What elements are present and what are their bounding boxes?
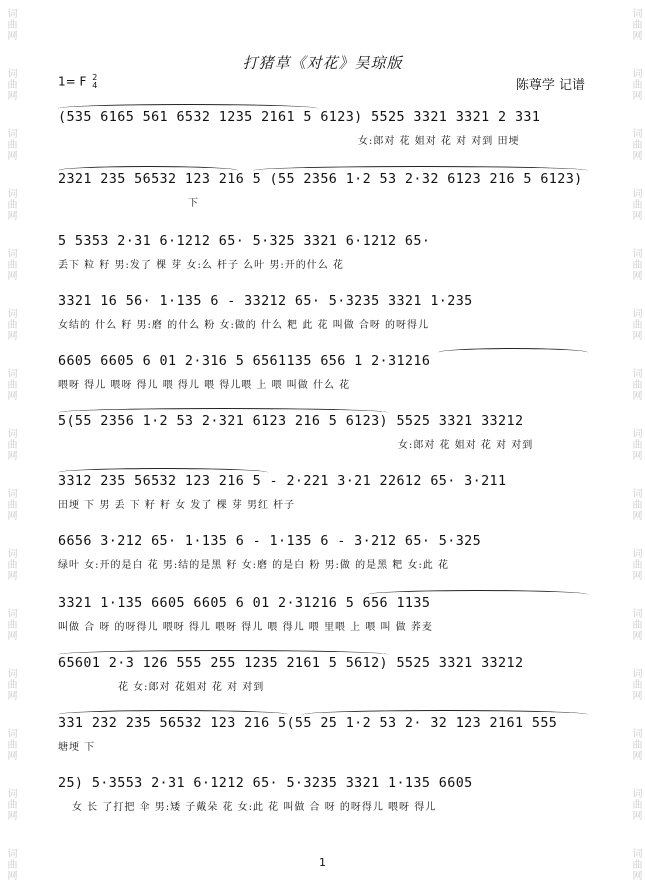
notation-line: (535 6165 561 6532 1235 2161 5 6123) 5525 3321 3321 2 331 xyxy=(58,110,541,125)
watermark-text: 词曲网 xyxy=(630,428,641,461)
notation-line: 6656 3·212 65· 1·135 6 - 1·135 6 - 3·212 65· 5·325 xyxy=(58,534,482,549)
notation-line: 331 232 235 56532 123 216 5(55 25 1·2 53 2· 32 123 2161 555 xyxy=(58,716,558,731)
notation-line: 6605 6605 6 01 2·316 5 6561135 656 1 2·31216 xyxy=(58,354,431,369)
watermark-text: 词曲网 xyxy=(630,368,641,401)
watermark-text: 词曲网 xyxy=(5,428,16,461)
watermark-text: 词曲网 xyxy=(5,188,16,221)
watermark-text: 词曲网 xyxy=(5,848,16,881)
notation-line: 65601 2·3 126 555 255 1235 2161 5 5612) 5525 3321 33212 xyxy=(58,656,524,671)
watermark-text: 词曲网 xyxy=(5,668,16,701)
lyric-line: 下 xyxy=(188,198,199,209)
watermark-text: 词曲网 xyxy=(5,128,16,161)
lyric-line: 塘埂 下 xyxy=(58,742,96,753)
time-signature-bottom: 4 xyxy=(92,81,98,90)
lyric-line: 女:郎对 花 姐对 花 对 对到 田埂 xyxy=(358,136,520,147)
score-row xyxy=(58,414,590,462)
watermark-text: 词曲网 xyxy=(630,68,641,101)
score-row xyxy=(58,110,590,158)
lyric-line: 丢下 粒 籽 男:发了 棵 芽 女:么 杆子 么叶 男:开的什么 花 xyxy=(58,260,344,271)
lyric-line: 女 长 了打把 伞 男:矮 子戴朵 花 女:此 花 叫做 合 呀 的呀得儿 喂呀 得儿 xyxy=(72,802,437,813)
notation-line: 5 5353 2·31 6·1212 65· 5·325 3321 6·1212 65· xyxy=(58,234,431,249)
watermark-text: 词曲网 xyxy=(630,848,641,881)
page-number: 1 xyxy=(319,856,326,869)
watermark-text: 词曲网 xyxy=(630,488,641,521)
watermark-text: 词曲网 xyxy=(630,548,641,581)
watermark-text: 词曲网 xyxy=(5,488,16,521)
score-row xyxy=(58,776,590,824)
watermark-text: 词曲网 xyxy=(5,68,16,101)
score-row xyxy=(58,354,590,402)
watermark-text: 词曲网 xyxy=(630,248,641,281)
notation-line: 3321 1·135 6605 6605 6 01 2·31216 5 656 1135 xyxy=(58,596,431,611)
watermark-text: 词曲网 xyxy=(5,8,16,41)
lyric-line: 绿叶 女:开的是白 花 男:结的是黑 籽 女:磨 的是白 粉 男:做 的是黑 粑 女:此 花 xyxy=(58,560,449,571)
watermark-text: 词曲网 xyxy=(5,788,16,821)
watermark-text: 词曲网 xyxy=(5,548,16,581)
watermark-text: 词曲网 xyxy=(630,608,641,641)
song-title: 打猪草《对花》吴琼版 xyxy=(242,54,403,72)
watermark-text: 词曲网 xyxy=(630,128,641,161)
lyric-line: 女:郎对 花 姐对 花 对 对到 xyxy=(398,440,534,451)
watermark-text: 词曲网 xyxy=(5,608,16,641)
notation-line: 5(55 2356 1·2 53 2·321 6123 216 5 6123) 5525 3321 33212 xyxy=(58,414,524,429)
lyric-line: 田埂 下 男 丢 下 籽 籽 女 发了 棵 芽 男红 杆子 xyxy=(58,500,296,511)
watermark-text: 词曲网 xyxy=(5,728,16,761)
score-row xyxy=(58,234,590,282)
lyric-line: 喂呀 得儿 喂呀 得儿 喂 得儿 喂 得儿喂 上 喂 叫做 什么 花 xyxy=(58,380,351,391)
watermark-text: 词曲网 xyxy=(5,368,16,401)
notation-line: 3321 16 56· 1·135 6 - 33212 65· 5·3235 3321 1·235 xyxy=(58,294,473,309)
key-label: 1= F xyxy=(58,74,87,89)
score-row xyxy=(58,656,590,704)
key-signature xyxy=(58,74,97,90)
score-row xyxy=(58,596,590,644)
lyric-line: 女结的 什么 籽 男:磨 的什么 粉 女:做的 什么 粑 此 花 叫做 合呀 的呀得儿 xyxy=(58,320,430,331)
notation-line: 2321 235 56532 123 216 5 (55 2356 1·2 53 2·32 6123 216 5 6123) xyxy=(58,172,583,187)
left-watermark-column xyxy=(0,0,22,891)
score-row xyxy=(58,474,590,522)
score-row xyxy=(58,294,590,342)
watermark-text: 词曲网 xyxy=(5,308,16,341)
notation-line: 25) 5·3553 2·31 6·1212 65· 5·3235 3321 1·135 6605 xyxy=(58,776,473,791)
score-row xyxy=(58,716,590,764)
watermark-text: 词曲网 xyxy=(630,8,641,41)
time-signature xyxy=(92,74,97,90)
lyric-line: 叫做 合 呀 的呀得儿 喂呀 得儿 喂呀 得儿 喂 得儿 喂 里喂 上 喂 叫 做 荞麦 xyxy=(58,622,433,633)
watermark-text: 词曲网 xyxy=(630,788,641,821)
watermark-text: 词曲网 xyxy=(630,668,641,701)
notator-credit: 陈尊学 记谱 xyxy=(515,78,585,93)
score-row xyxy=(58,172,590,220)
notation-line: 3312 235 56532 123 216 5 - 2·221 3·21 22612 65· 3·211 xyxy=(58,474,507,489)
watermark-text: 词曲网 xyxy=(630,188,641,221)
watermark-text: 词曲网 xyxy=(5,248,16,281)
watermark-text: 词曲网 xyxy=(630,308,641,341)
watermark-text: 词曲网 xyxy=(630,728,641,761)
score-row xyxy=(58,534,590,582)
lyric-line: 花 女:郎对 花姐对 花 对 对到 xyxy=(118,682,265,693)
time-signature-top: 2 xyxy=(92,73,98,82)
